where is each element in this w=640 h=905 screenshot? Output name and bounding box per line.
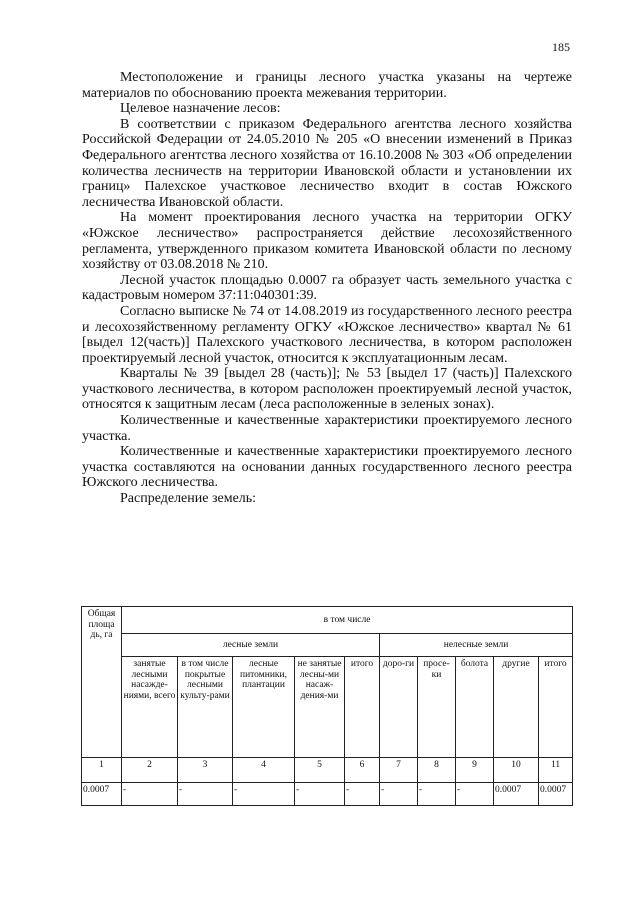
paragraph: Местоположение и границы лесного участка указаны на чертеже материалов по обоснованию проекта межевания территории. — [82, 70, 572, 101]
table-cell: 0.0007 — [82, 783, 122, 806]
column-number: 8 — [418, 758, 456, 783]
column-header: просе-ки — [418, 657, 456, 758]
column-number: 1 — [82, 758, 122, 783]
paragraph: Количественные и качественные характеристики проектируемого лесного участка составляются на основании данных государственного лесного реестра Южского лесничества. — [82, 444, 572, 491]
table-cell: - — [178, 783, 233, 806]
table-cell: - — [456, 783, 494, 806]
paragraph: Кварталы № 39 [выдел 28 (часть)]; № 53 [выдел 17 (часть)] Палехского участкового лесничества, в котором расположен проектируемый лесной участок, относятся к защитным лесам (леса расположенные в зеленых зонах). — [82, 366, 572, 413]
column-number: 5 — [295, 758, 345, 783]
column-number: 2 — [122, 758, 178, 783]
paragraph: Лесной участок площадью 0.0007 га образует часть земельного участка с кадастровым номером 37:11:040301:39. — [82, 272, 572, 304]
column-header: итого — [539, 657, 573, 758]
column-number: 7 — [380, 758, 418, 783]
nonforest-lands-header: нелесные земли — [380, 634, 573, 657]
column-header: болота — [456, 657, 494, 758]
paragraph: В соответствии с приказом Федерального агентства лесного хозяйства Российской Федерации от 24.05.2010 № 205 «О внесении изменений в Приказ Федерального агентства лесного хозяйства от 16.10.2008 № 303 «Об определении количества лесничеств на территории Ивановской области и установлении их границ» Палехское участковое лесничество входит в состав Южского лесничества Ивановской области. — [82, 116, 572, 210]
paragraph: Распределение земель: — [120, 491, 257, 507]
table-cell: - — [345, 783, 380, 806]
table-cell: - — [122, 783, 178, 806]
column-header: занятые лесными насажде-ниями, всего — [122, 657, 178, 758]
table-cell: - — [418, 783, 456, 806]
page-number: 185 — [552, 40, 570, 54]
paragraph: Количественные и качественные характеристики проектируемого лесного участка. — [82, 413, 572, 444]
column-number: 9 — [456, 758, 494, 783]
table-cell: - — [380, 783, 418, 806]
column-header: не занятые лесны-ми насаж-дения-ми — [295, 657, 345, 758]
document-body — [82, 70, 572, 507]
total-area-header: Общая площа дь, га — [82, 607, 122, 758]
column-number: 3 — [178, 758, 233, 783]
column-header: другие — [494, 657, 539, 758]
column-number: 11 — [539, 758, 573, 783]
column-header: итого — [345, 657, 380, 758]
paragraph: Согласно выписке № 74 от 14.08.2019 из государственного лесного реестра и лесохозяйственному регламенту ОГКУ «Южское лесничество» квартал № 61 [выдел 12(часть)] Палехского участкового лесничества, в котором расположен проектируемый лесной участок, относится к эксплуатационным лесам. — [82, 303, 572, 366]
column-number-row — [82, 758, 573, 783]
column-number: 4 — [233, 758, 295, 783]
table-cell: 0.0007 — [539, 783, 573, 806]
column-number: 10 — [494, 758, 539, 783]
table-cell: - — [295, 783, 345, 806]
column-header: доро-ги — [380, 657, 418, 758]
land-distribution-table — [81, 606, 573, 806]
table-cell: 0.0007 — [494, 783, 539, 806]
table-row — [82, 783, 573, 806]
column-number: 6 — [345, 758, 380, 783]
including-header: в том числе — [122, 607, 573, 634]
paragraph: На момент проектирования лесного участка на территории ОГКУ «Южское лесничество» распространяется действие лесохозяйственного регламента, утвержденного приказом комитета Ивановской области по лесному хозяйству от 03.08.2018 № 210. — [82, 210, 572, 273]
forest-lands-header: лесные земли — [122, 634, 380, 657]
paragraph: Целевое назначение лесов: — [120, 101, 281, 117]
table-cell: - — [233, 783, 295, 806]
column-header: лесные питомники, плантации — [233, 657, 295, 758]
column-header: в том числе покрытые лесными культу-рами — [178, 657, 233, 758]
